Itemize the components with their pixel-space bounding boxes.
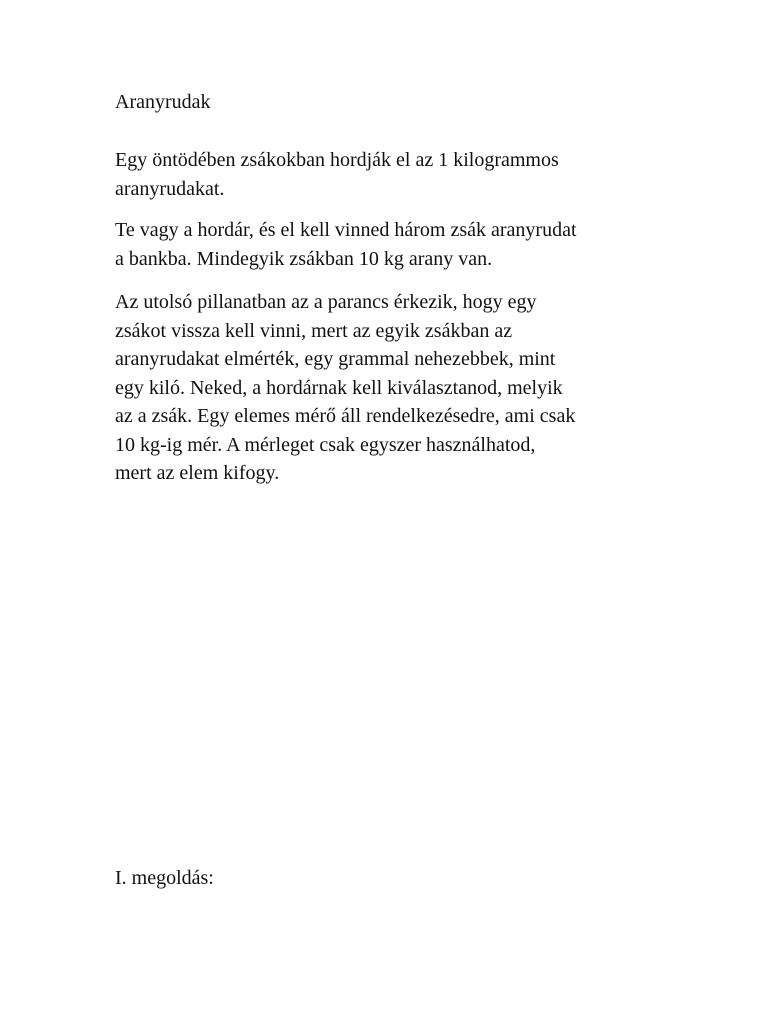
paragraph-1 bbox=[115, 146, 655, 203]
paragraph-line: 10 kg-ig mér. A mérleget csak egyszer használhatod, bbox=[115, 433, 536, 456]
paragraph-line: Egy öntödében zsákokban hordják el az 1 kilogrammos bbox=[115, 149, 559, 171]
paragraph-line: aranyrudakat elmérték, egy grammal nehezebbek, mint bbox=[115, 348, 556, 370]
paragraph-line: Te vagy a hordár, és el kell vinned három zsák aranyrudat bbox=[115, 219, 577, 241]
document-title: Aranyrudak bbox=[115, 91, 211, 113]
paragraph-line: aranyrudakat. bbox=[115, 177, 225, 200]
paragraph-line: az a zsák. Egy elemes mérő áll rendelkezésedre, ami csak bbox=[115, 405, 576, 427]
paragraph-line: egy kiló. Neked, a hordárnak kell kiválasztanod, melyik bbox=[115, 376, 563, 399]
paragraph-line: Az utolsó pillanatban az a parancs érkezik, hogy egy bbox=[115, 291, 537, 313]
paragraph-line: zsákot vissza kell vinni, mert az egyik zsákban az bbox=[115, 319, 513, 342]
paragraph-line: a bankba. Mindegyik zsákban 10 kg arany van. bbox=[115, 247, 493, 270]
paragraph-line: mert az elem kifogy. bbox=[115, 462, 280, 484]
solution-heading: I. megoldás: bbox=[115, 867, 214, 889]
paragraph-3 bbox=[115, 288, 655, 488]
paragraph-2 bbox=[115, 216, 655, 273]
